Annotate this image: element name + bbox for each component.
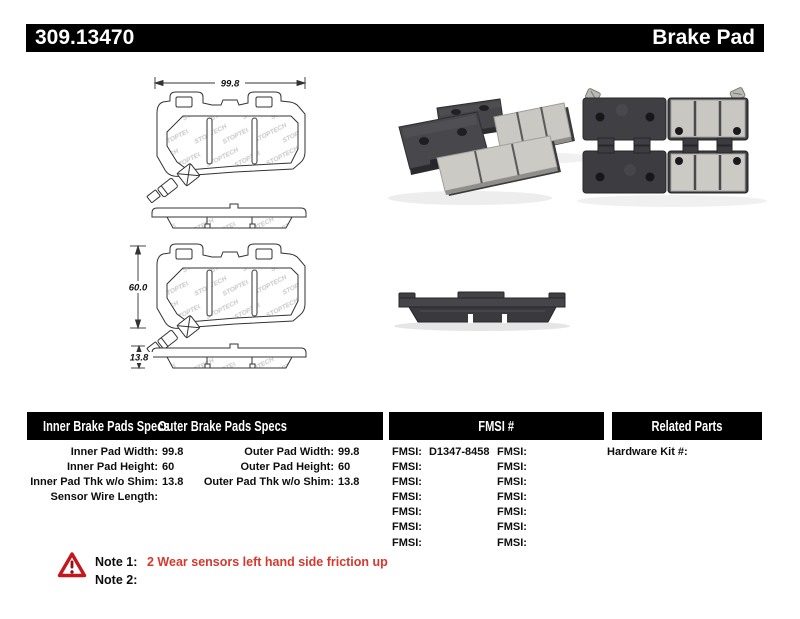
- warning-icon: [57, 551, 87, 579]
- inner-specs-header: Inner Brake Pads Specs: [43, 417, 170, 435]
- fmsi-row: FMSI:: [497, 536, 527, 549]
- related-parts-column: [607, 445, 767, 460]
- width-dim-label: 99.8: [220, 78, 240, 90]
- specs-header-bar: [27, 412, 383, 440]
- part-number: 309.13470: [35, 26, 135, 49]
- spec-row: Outer Pad Height: 60: [240, 461, 351, 474]
- related-parts-header: Related Parts: [651, 417, 723, 435]
- spec-row: Outer Pad Thk w/o Shim: 13.8: [203, 476, 360, 489]
- pad-edge-view-2: [152, 344, 306, 368]
- fmsi-row: FMSI:: [497, 446, 527, 458]
- spec-row: Outer Pad Width: 99.8: [244, 446, 360, 458]
- fmsi-row: FMSI:: [497, 476, 527, 489]
- spec-row: Inner Pad Thk w/o Shim: 13.8: [30, 476, 184, 489]
- note-1-label: Note 1:: [95, 555, 138, 569]
- outer-specs-header: Outer Brake Pads Specs: [158, 417, 287, 435]
- thickness-dim-label: 13.8: [129, 352, 149, 364]
- fmsi-column-2: [497, 445, 597, 551]
- spec-row: Inner Pad Width: 99.8: [70, 446, 184, 458]
- note-1-text: 2 Wear sensors left hand side friction up: [147, 555, 388, 569]
- fmsi-header: FMSI #: [478, 417, 515, 435]
- fmsi-row: FMSI:: [392, 461, 422, 474]
- fmsi-header-bar: [389, 412, 604, 440]
- inner-specs-column: [27, 445, 187, 505]
- fmsi-row: FMSI:: [497, 521, 527, 534]
- fmsi-row: FMSI:: [497, 506, 527, 519]
- product-type: Brake Pad: [652, 26, 755, 49]
- note-1: [95, 553, 388, 571]
- fmsi-row: FMSI:: [392, 506, 422, 519]
- fmsi-row: FMSI:: [392, 536, 422, 549]
- fmsi-row: FMSI: D1347-8458: [392, 446, 490, 458]
- note-2-label: Note 2:: [95, 573, 138, 587]
- technical-drawing: [122, 70, 322, 382]
- photo-pads-flat: [577, 87, 767, 207]
- product-photos: [385, 80, 780, 340]
- width-dimension: [155, 77, 305, 90]
- title-bar: [26, 24, 764, 52]
- pad-edge-view-1: [152, 204, 306, 228]
- fmsi-column-1: [392, 445, 494, 551]
- related-parts-header-bar: [612, 412, 762, 440]
- outer-specs-column: [203, 445, 363, 490]
- photo-pads-perspective: [388, 99, 593, 205]
- fmsi-row: FMSI:: [497, 461, 527, 474]
- related-row: Hardware Kit #:: [607, 446, 688, 458]
- height-dim-label: 60.0: [128, 282, 148, 294]
- spec-row: Sensor Wire Length:: [50, 491, 158, 504]
- pad-front-view-1: [147, 92, 305, 203]
- spec-row: Inner Pad Height: 60: [66, 461, 175, 474]
- fmsi-row: FMSI:: [497, 491, 527, 504]
- fmsi-row: FMSI:: [392, 491, 422, 504]
- note-2: [95, 571, 147, 589]
- fmsi-row: FMSI:: [392, 521, 422, 534]
- pad-front-view-2: [147, 244, 305, 355]
- photo-pad-edge: [394, 292, 570, 331]
- fmsi-row: FMSI:: [392, 476, 422, 489]
- height-dimension: [123, 246, 152, 328]
